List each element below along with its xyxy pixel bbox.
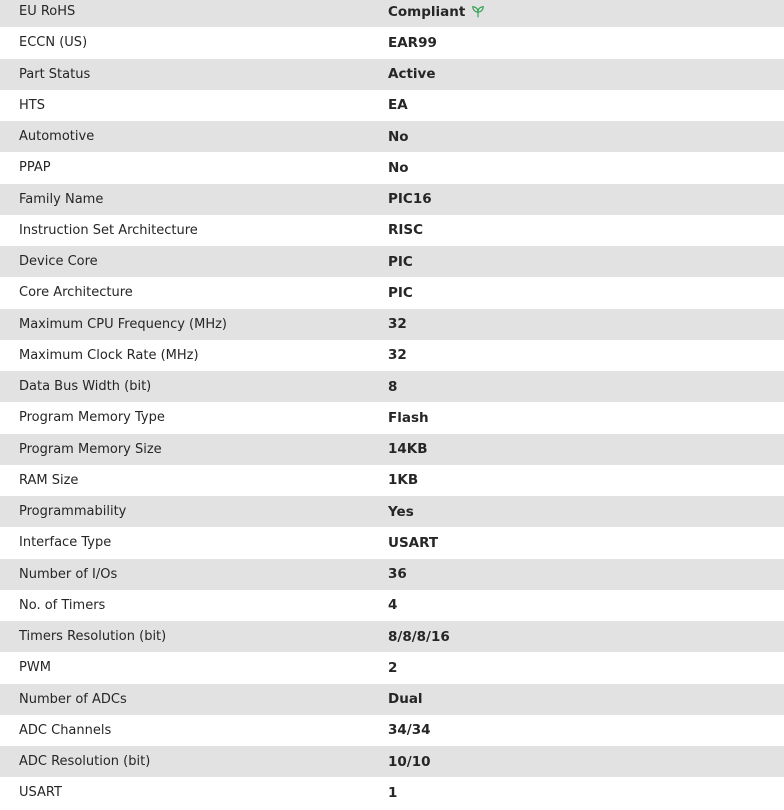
spec-value-text: 32 — [388, 316, 407, 333]
spec-value-text: EAR99 — [388, 34, 437, 51]
spec-row-device-core — [0, 246, 784, 277]
spec-value — [388, 660, 784, 676]
spec-row-automotive — [0, 121, 784, 152]
spec-value-text: Compliant — [388, 3, 466, 20]
spec-value-text: 34/34 — [388, 722, 431, 739]
spec-value — [388, 754, 784, 770]
spec-row-program-memory-size — [0, 434, 784, 465]
spec-value — [388, 4, 784, 20]
spec-label: Part Status — [19, 66, 91, 82]
spec-label: ADC Resolution (bit) — [19, 754, 151, 770]
spec-label: HTS — [19, 97, 45, 113]
spec-value-text: PIC — [388, 253, 413, 270]
spec-value — [388, 160, 784, 176]
spec-value — [388, 316, 784, 332]
spec-row-interface-type — [0, 527, 784, 558]
spec-label: ECCN (US) — [19, 35, 88, 51]
spec-label: USART — [19, 785, 62, 801]
spec-row-timers-resolution-bit — [0, 621, 784, 652]
spec-row-family-name — [0, 184, 784, 215]
spec-value — [388, 379, 784, 395]
spec-label: ADC Channels — [19, 722, 112, 738]
spec-value-text: USART — [388, 534, 439, 551]
spec-label: Automotive — [19, 129, 95, 145]
spec-value — [388, 722, 784, 738]
spec-value — [388, 566, 784, 582]
spec-row-program-memory-type — [0, 402, 784, 433]
spec-value — [388, 347, 784, 363]
spec-row-eu-rohs — [0, 0, 784, 27]
spec-row-instruction-set-architecture — [0, 215, 784, 246]
spec-row-eccn-us — [0, 27, 784, 58]
spec-value-text: No — [388, 159, 409, 176]
spec-label: EU RoHS — [19, 4, 76, 20]
spec-row-programmability — [0, 496, 784, 527]
spec-label: Instruction Set Architecture — [19, 222, 198, 238]
spec-label: Interface Type — [19, 535, 112, 551]
spec-value — [388, 410, 784, 426]
spec-value — [388, 222, 784, 238]
spec-row-adc-channels — [0, 715, 784, 746]
spec-value — [388, 35, 784, 51]
spec-label: Family Name — [19, 191, 104, 207]
spec-value-text: Dual — [388, 691, 423, 708]
spec-label: No. of Timers — [19, 597, 106, 613]
spec-label: Program Memory Size — [19, 441, 162, 457]
spec-value — [388, 97, 784, 113]
spec-row-part-status — [0, 59, 784, 90]
spec-value — [388, 441, 784, 457]
spec-value-text: 10/10 — [388, 753, 431, 770]
spec-value — [388, 254, 784, 270]
spec-value-text: Flash — [388, 409, 429, 426]
spec-value-text: RISC — [388, 222, 424, 239]
spec-value-text: 14KB — [388, 441, 428, 458]
spec-row-data-bus-width-bit — [0, 371, 784, 402]
spec-value-text: 8/8/8/16 — [388, 628, 450, 645]
spec-label: Device Core — [19, 254, 98, 270]
spec-label: Programmability — [19, 504, 127, 520]
spec-label: PWM — [19, 660, 51, 676]
spec-value-text: 36 — [388, 566, 407, 583]
spec-value-text: PIC16 — [388, 191, 432, 208]
spec-row-maximum-cpu-frequency-mhz — [0, 309, 784, 340]
spec-row-number-of-adcs — [0, 684, 784, 715]
spec-label: Number of ADCs — [19, 691, 127, 707]
spec-row-number-of-i-os — [0, 559, 784, 590]
spec-label: Core Architecture — [19, 285, 133, 301]
spec-label: Timers Resolution (bit) — [19, 629, 167, 645]
spec-value-text: No — [388, 128, 409, 145]
spec-row-no-of-timers — [0, 590, 784, 621]
spec-row-adc-resolution-bit — [0, 746, 784, 777]
spec-value — [388, 785, 784, 801]
spec-value — [388, 597, 784, 613]
spec-label: Program Memory Type — [19, 410, 165, 426]
spec-value-text: 32 — [388, 347, 407, 364]
spec-value-text: 1KB — [388, 472, 419, 489]
spec-row-hts — [0, 90, 784, 121]
spec-value — [388, 191, 784, 207]
spec-value-text: 4 — [388, 597, 398, 614]
leaf-icon — [471, 5, 485, 19]
spec-row-pwm — [0, 652, 784, 683]
spec-label: PPAP — [19, 160, 51, 176]
spec-row-usart — [0, 777, 784, 808]
spec-row-ram-size — [0, 465, 784, 496]
spec-value-text: 8 — [388, 378, 398, 395]
spec-value-text: 1 — [388, 784, 398, 801]
spec-value-text: EA — [388, 97, 408, 114]
spec-value — [388, 691, 784, 707]
spec-value — [388, 285, 784, 301]
spec-label: Maximum Clock Rate (MHz) — [19, 347, 199, 363]
spec-label: Data Bus Width (bit) — [19, 379, 152, 395]
spec-value — [388, 504, 784, 520]
spec-label: Maximum CPU Frequency (MHz) — [19, 316, 227, 332]
spec-label: Number of I/Os — [19, 566, 118, 582]
spec-label: RAM Size — [19, 472, 79, 488]
spec-value — [388, 629, 784, 645]
spec-value-text: 2 — [388, 659, 398, 676]
spec-value — [388, 472, 784, 488]
spec-value — [388, 66, 784, 82]
spec-row-ppap — [0, 152, 784, 183]
spec-value-text: PIC — [388, 284, 413, 301]
spec-value — [388, 535, 784, 551]
spec-row-core-architecture — [0, 277, 784, 308]
spec-row-maximum-clock-rate-mhz — [0, 340, 784, 371]
spec-value-text: Active — [388, 66, 436, 83]
spec-value — [388, 129, 784, 145]
spec-value-text: Yes — [388, 503, 414, 520]
